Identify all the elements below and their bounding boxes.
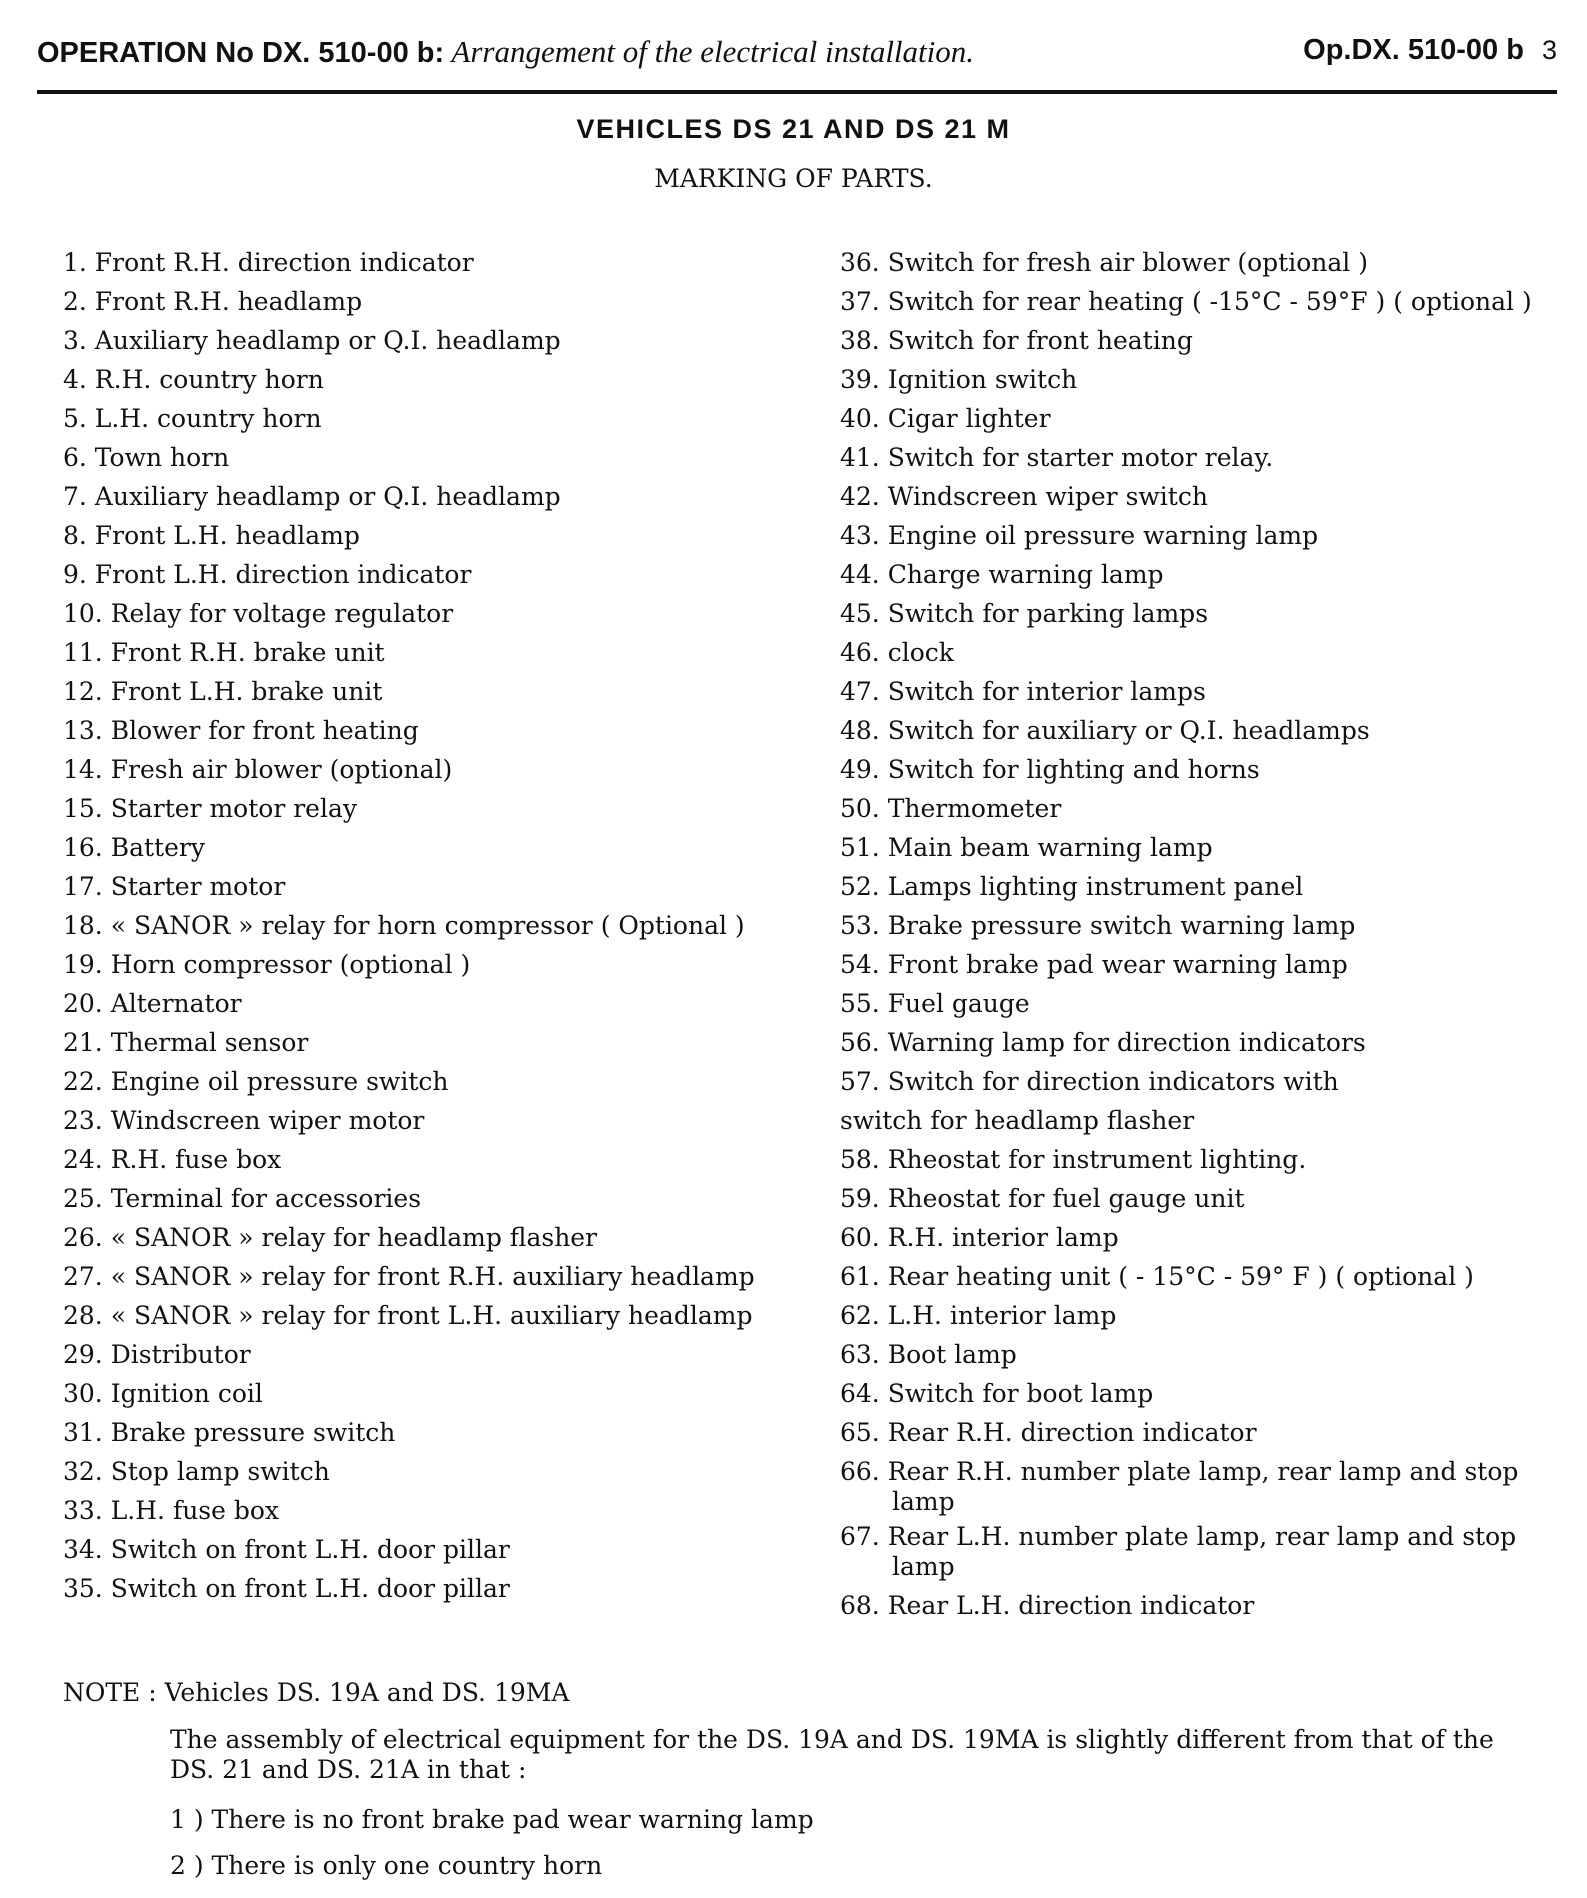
part-item: 1. Front R.H. direction indicator: [63, 248, 474, 277]
part-item: 46. clock: [840, 638, 954, 667]
operation-ref: Op.DX. 510-00 b: [1303, 34, 1524, 66]
part-item: 8. Front L.H. headlamp: [63, 521, 360, 550]
operation-subject: Arrangement of the electrical installation.: [451, 34, 975, 69]
part-item: 20. Alternator: [63, 989, 242, 1018]
part-item: 54. Front brake pad wear warning lamp: [840, 950, 1348, 979]
section-subtitle: MARKING OF PARTS.: [654, 164, 933, 193]
part-item: 66. Rear R.H. number plate lamp, rear lamp and stop lamp: [840, 1457, 1519, 1516]
part-item: 52. Lamps lighting instrument panel: [840, 872, 1304, 901]
part-item: 56. Warning lamp for direction indicators: [840, 1028, 1366, 1057]
operation-number: OPERATION No DX. 510-00 b:: [37, 37, 445, 69]
part-item: 10. Relay for voltage regulator: [63, 599, 454, 628]
part-item: 2. Front R.H. headlamp: [63, 287, 363, 316]
part-item: 26. « SANOR » relay for headlamp flasher: [63, 1223, 598, 1252]
part-item: 23. Windscreen wiper motor: [63, 1106, 425, 1135]
part-item: 30. Ignition coil: [63, 1379, 263, 1408]
part-item: 33. L.H. fuse box: [63, 1496, 280, 1525]
part-item: 12. Front L.H. brake unit: [63, 677, 383, 706]
part-item: 43. Engine oil pressure warning lamp: [840, 521, 1319, 550]
part-item: 53. Brake pressure switch warning lamp: [840, 911, 1356, 940]
part-item: 4. R.H. country horn: [63, 365, 324, 394]
part-item: 50. Thermometer: [840, 794, 1062, 823]
part-item: 9. Front L.H. direction indicator: [63, 560, 472, 589]
part-item: 39. Ignition switch: [840, 365, 1078, 394]
part-item: 22. Engine oil pressure switch: [63, 1067, 449, 1096]
part-item: 59. Rheostat for fuel gauge unit: [840, 1184, 1245, 1213]
section-title: VEHICLES DS 21 AND DS 21 M: [576, 114, 1011, 144]
part-item: 67. Rear L.H. number plate lamp, rear lamp and stop lamp: [840, 1522, 1517, 1581]
page-header: [37, 34, 1557, 74]
part-item: 36. Switch for fresh air blower (optional ): [840, 248, 1368, 277]
part-item: 38. Switch for front heating: [840, 326, 1193, 355]
part-item: 41. Switch for starter motor relay.: [840, 443, 1274, 472]
part-item: 14. Fresh air blower (optional): [63, 755, 453, 784]
part-item: 21. Thermal sensor: [63, 1028, 309, 1057]
part-item: 58. Rheostat for instrument lighting.: [840, 1145, 1307, 1174]
part-item: 15. Starter motor relay: [63, 794, 357, 823]
note-item: 1 ) There is no front brake pad wear warning lamp: [170, 1805, 814, 1834]
note-heading: NOTE : Vehicles DS. 19A and DS. 19MA: [63, 1678, 570, 1707]
part-item: 37. Switch for rear heating ( -15°C - 59°F ) ( optional ): [840, 287, 1532, 316]
parts-list-left: [63, 243, 803, 1608]
part-item: 7. Auxiliary headlamp or Q.I. headlamp: [63, 482, 561, 511]
part-item: 47. Switch for interior lamps: [840, 677, 1206, 706]
part-item: 49. Switch for lighting and horns: [840, 755, 1260, 784]
part-item: 44. Charge warning lamp: [840, 560, 1164, 589]
part-item: 6. Town horn: [63, 443, 230, 472]
part-item: 28. « SANOR » relay for front L.H. auxiliary headlamp: [63, 1301, 753, 1330]
note-item: 2 ) There is only one country horn: [170, 1851, 603, 1880]
parts-list-right: [840, 243, 1570, 1625]
part-item: 29. Distributor: [63, 1340, 251, 1369]
part-item: 34. Switch on front L.H. door pillar: [63, 1535, 510, 1564]
part-item: 55. Fuel gauge: [840, 989, 1030, 1018]
part-item: 18. « SANOR » relay for horn compressor ( Optional ): [63, 911, 745, 940]
part-item: 60. R.H. interior lamp: [840, 1223, 1119, 1252]
note-body: The assembly of electrical equipment for the DS. 19A and DS. 19MA is slightly different from that of the DS. 21 and DS. 21A in that :: [170, 1725, 1494, 1784]
part-item: 24. R.H. fuse box: [63, 1145, 282, 1174]
part-item: 19. Horn compressor (optional ): [63, 950, 471, 979]
part-item: 32. Stop lamp switch: [63, 1457, 330, 1486]
part-item: 62. L.H. interior lamp: [840, 1301, 1117, 1330]
part-item: 40. Cigar lighter: [840, 404, 1051, 433]
part-item: 65. Rear R.H. direction indicator: [840, 1418, 1257, 1447]
part-item: 61. Rear heating unit ( - 15°C - 59° F ) ( optional ): [840, 1262, 1474, 1291]
part-item: 27. « SANOR » relay for front R.H. auxiliary headlamp: [63, 1262, 755, 1291]
header-reference: [1303, 34, 1557, 67]
part-item: 31. Brake pressure switch: [63, 1418, 396, 1447]
part-item: 13. Blower for front heating: [63, 716, 419, 745]
part-item: 25. Terminal for accessories: [63, 1184, 422, 1213]
part-item: 64. Switch for boot lamp: [840, 1379, 1154, 1408]
part-item: 63. Boot lamp: [840, 1340, 1017, 1369]
part-item: 57. Switch for direction indicators with: [840, 1067, 1339, 1096]
part-item: 48. Switch for auxiliary or Q.I. headlamps: [840, 716, 1370, 745]
part-item: 35. Switch on front L.H. door pillar: [63, 1574, 510, 1603]
part-item: 11. Front R.H. brake unit: [63, 638, 385, 667]
part-item: 51. Main beam warning lamp: [840, 833, 1213, 862]
part-item: 17. Starter motor: [63, 872, 286, 901]
part-item: 45. Switch for parking lamps: [840, 599, 1209, 628]
part-item: 42. Windscreen wiper switch: [840, 482, 1208, 511]
part-item: 5. L.H. country horn: [63, 404, 322, 433]
part-item: 68. Rear L.H. direction indicator: [840, 1591, 1255, 1620]
operation-title: [37, 34, 974, 70]
header-divider: [37, 90, 1557, 94]
part-item: 16. Battery: [63, 833, 205, 862]
part-item: 3. Auxiliary headlamp or Q.I. headlamp: [63, 326, 561, 355]
part-item: switch for headlamp flasher: [840, 1106, 1195, 1135]
page-number: 3: [1541, 35, 1557, 65]
